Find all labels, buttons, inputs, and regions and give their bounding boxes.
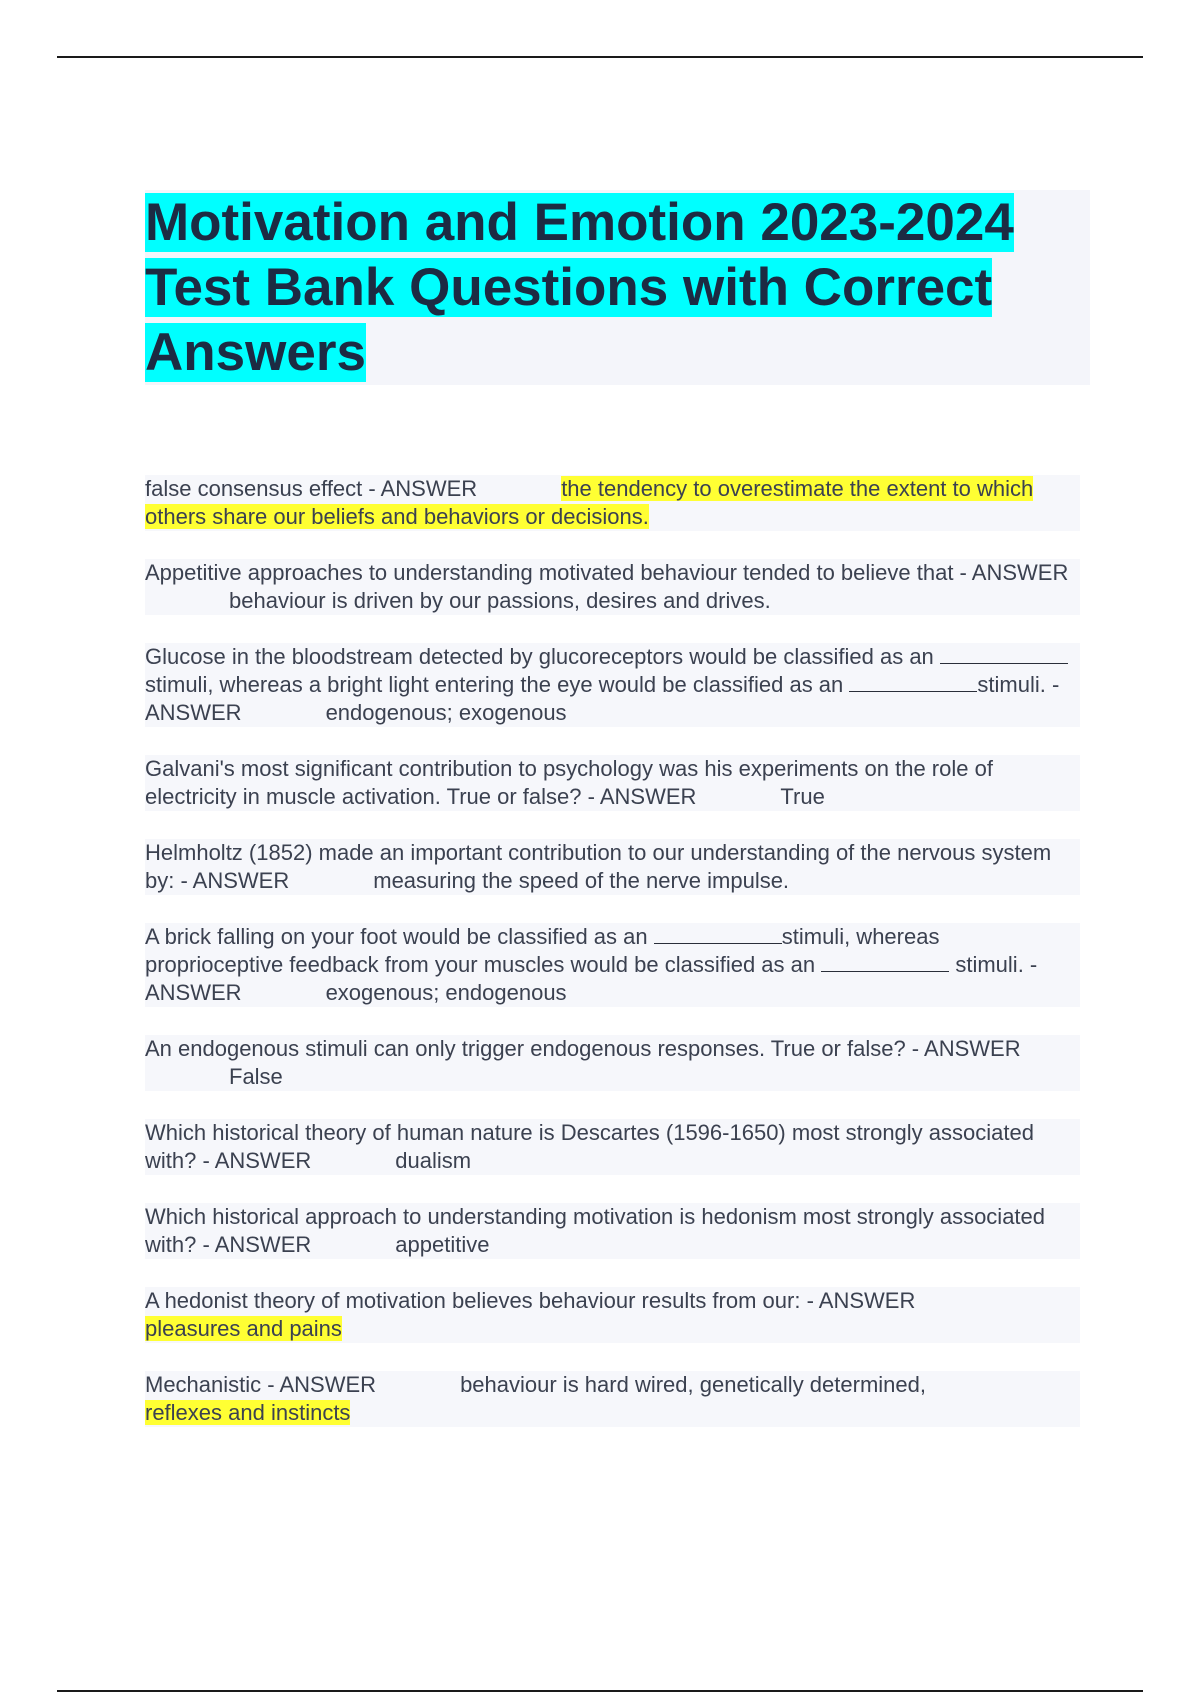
question-text: Mechanistic - ANSWER: [145, 1372, 377, 1397]
answer-text: reflexes and instincts: [145, 1400, 351, 1425]
title-line-2: Test Bank Questions with Correct: [145, 258, 993, 317]
top-rule: [57, 56, 1143, 58]
fill-in-blank: [940, 645, 1068, 664]
answer-text: True: [780, 784, 825, 809]
answer-text: False: [229, 1064, 283, 1089]
question-text: stimuli. - ANSWER: [145, 952, 1038, 1005]
title-block: [145, 190, 1090, 385]
question-text: Appetitive approaches to understanding motivated behaviour tended to believe that - ANSWER: [145, 560, 1069, 585]
question-text: stimuli. - ANSWER: [145, 672, 1060, 725]
qa-item: [145, 643, 1080, 727]
question-text: An endogenous stimuli can only trigger endogenous responses. True or false? - ANSWER: [145, 1036, 1021, 1061]
qa-item: [145, 1203, 1080, 1259]
title-line-3: Answers: [145, 323, 366, 382]
answer-text: the tendency to overestimate the extent to which others share our beliefs and behaviors or decisions.: [145, 476, 1034, 529]
answer-text: exogenous; endogenous: [325, 980, 567, 1005]
qa-item: [145, 1371, 1080, 1427]
qa-item: [145, 475, 1080, 531]
question-text: Which historical approach to understanding motivation is hedonism most strongly associated with? - ANSWER: [145, 1204, 1046, 1257]
qa-item: [145, 1287, 1080, 1343]
title-line-1: Motivation and Emotion 2023-2024: [145, 193, 1014, 252]
answer-text: dualism: [395, 1148, 472, 1173]
answer-text: appetitive: [395, 1232, 490, 1257]
answer-text: measuring the speed of the nerve impulse.: [373, 868, 790, 893]
question-text: Which historical theory of human nature is Descartes (1596-1650) most strongly associated with? - ANSWER: [145, 1120, 1034, 1173]
qa-item: [145, 923, 1080, 1007]
question-text: stimuli, whereas a bright light entering the eye would be classified as an: [145, 672, 844, 697]
question-text: A brick falling on your foot would be classified as an: [145, 924, 648, 949]
fill-in-blank: [821, 953, 949, 972]
question-text: Helmholtz (1852) made an important contribution to our understanding of the nervous system by: - ANSWER: [145, 840, 1052, 893]
qa-item: [145, 755, 1080, 811]
question-text: Glucose in the bloodstream detected by glucoreceptors would be classified as an: [145, 644, 934, 669]
answer-text: endogenous; exogenous: [325, 700, 567, 725]
qa-item: [145, 559, 1080, 615]
question-text: stimuli, whereas proprioceptive feedback from your muscles would be classified as an: [145, 924, 940, 977]
answer-text: behaviour is driven by our passions, desires and drives.: [229, 588, 771, 613]
fill-in-blank: [849, 673, 977, 692]
question-text: Galvani's most significant contribution to psychology was his experiments on the role of electricity in muscle activation. True or false? - ANSWER: [145, 756, 993, 809]
answer-text: pleasures and pains: [145, 1316, 342, 1341]
answer-text: behaviour is hard wired, genetically determined,: [460, 1372, 926, 1397]
question-text: false consensus effect - ANSWER: [145, 476, 478, 501]
qa-item: [145, 839, 1080, 895]
qa-item: [145, 1035, 1080, 1091]
qa-list: [145, 475, 1080, 1455]
question-text: A hedonist theory of motivation believes behaviour results from our: - ANSWER: [145, 1288, 916, 1313]
page-title: [145, 190, 1090, 385]
fill-in-blank: [654, 925, 782, 944]
bottom-rule: [57, 1690, 1143, 1692]
qa-item: [145, 1119, 1080, 1175]
